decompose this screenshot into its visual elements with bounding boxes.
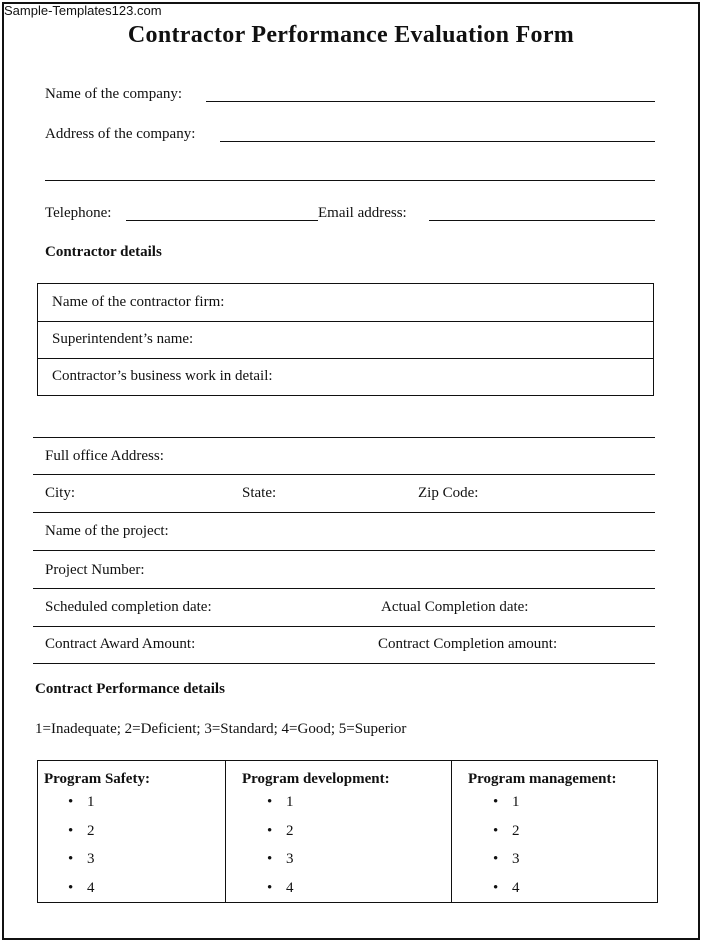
performance-heading: Contract Performance details bbox=[35, 681, 225, 697]
program-development-header: Program development: bbox=[242, 771, 390, 787]
office-address-label: Full office Address: bbox=[45, 448, 164, 464]
telephone-field[interactable] bbox=[126, 220, 318, 221]
page-title: Contractor Performance Evaluation Form bbox=[127, 22, 575, 48]
contractor-firm-row[interactable] bbox=[38, 284, 653, 322]
performance-table bbox=[37, 760, 658, 903]
watermark: Sample-Templates123.com bbox=[4, 3, 162, 18]
superintendent-row[interactable] bbox=[38, 321, 653, 359]
program-safety-header: Program Safety: bbox=[44, 771, 150, 787]
state-label: State: bbox=[242, 485, 277, 501]
program-management-column: Program management: • 1 • 2 • 3 • 4 bbox=[451, 761, 657, 902]
completion-amount-label: Contract Completion amount: bbox=[378, 636, 558, 652]
project-number-label: Project Number: bbox=[45, 562, 145, 578]
award-amount-label: Contract Award Amount: bbox=[45, 636, 196, 652]
superintendent-label: Superintendent’s name: bbox=[52, 331, 194, 347]
project-name-label: Name of the project: bbox=[45, 523, 169, 539]
business-work-label: Contractor’s business work in detail: bbox=[52, 368, 273, 384]
divider-line bbox=[33, 437, 655, 438]
project-name-field[interactable] bbox=[33, 550, 655, 551]
office-address-field[interactable] bbox=[33, 474, 655, 475]
program-development-column: Program development: • 1 • 2 • 3 • 4 bbox=[225, 761, 451, 902]
company-address-field[interactable] bbox=[220, 141, 655, 142]
program-management-header: Program management: bbox=[468, 771, 617, 787]
scheduled-date-label: Scheduled completion date: bbox=[45, 599, 212, 615]
contractor-firm-label: Name of the contractor firm: bbox=[52, 294, 225, 310]
project-number-field[interactable] bbox=[33, 588, 655, 589]
rating-scale: 1=Inadequate; 2=Deficient; 3=Standard; 4=Good; 5=Superior bbox=[35, 721, 407, 737]
city-label: City: bbox=[45, 485, 76, 501]
zip-code-label: Zip Code: bbox=[418, 485, 479, 501]
company-address-field-line2[interactable] bbox=[45, 180, 655, 181]
company-name-label: Name of the company: bbox=[45, 86, 183, 102]
contractor-details-heading: Contractor details bbox=[45, 244, 162, 260]
program-safety-column: Program Safety: • 1 • 2 • 3 • 4 bbox=[44, 771, 150, 896]
email-label: Email address: bbox=[318, 205, 407, 221]
telephone-label: Telephone: bbox=[45, 205, 112, 221]
completion-dates-field[interactable] bbox=[33, 626, 655, 627]
actual-date-label: Actual Completion date: bbox=[381, 599, 529, 615]
contractor-details-table bbox=[37, 283, 654, 396]
business-work-row[interactable] bbox=[38, 358, 653, 395]
city-state-zip-field[interactable] bbox=[33, 512, 655, 513]
company-name-field[interactable] bbox=[206, 101, 655, 102]
email-field[interactable] bbox=[429, 220, 655, 221]
company-address-label: Address of the company: bbox=[45, 126, 196, 142]
contract-amounts-field[interactable] bbox=[33, 663, 655, 664]
